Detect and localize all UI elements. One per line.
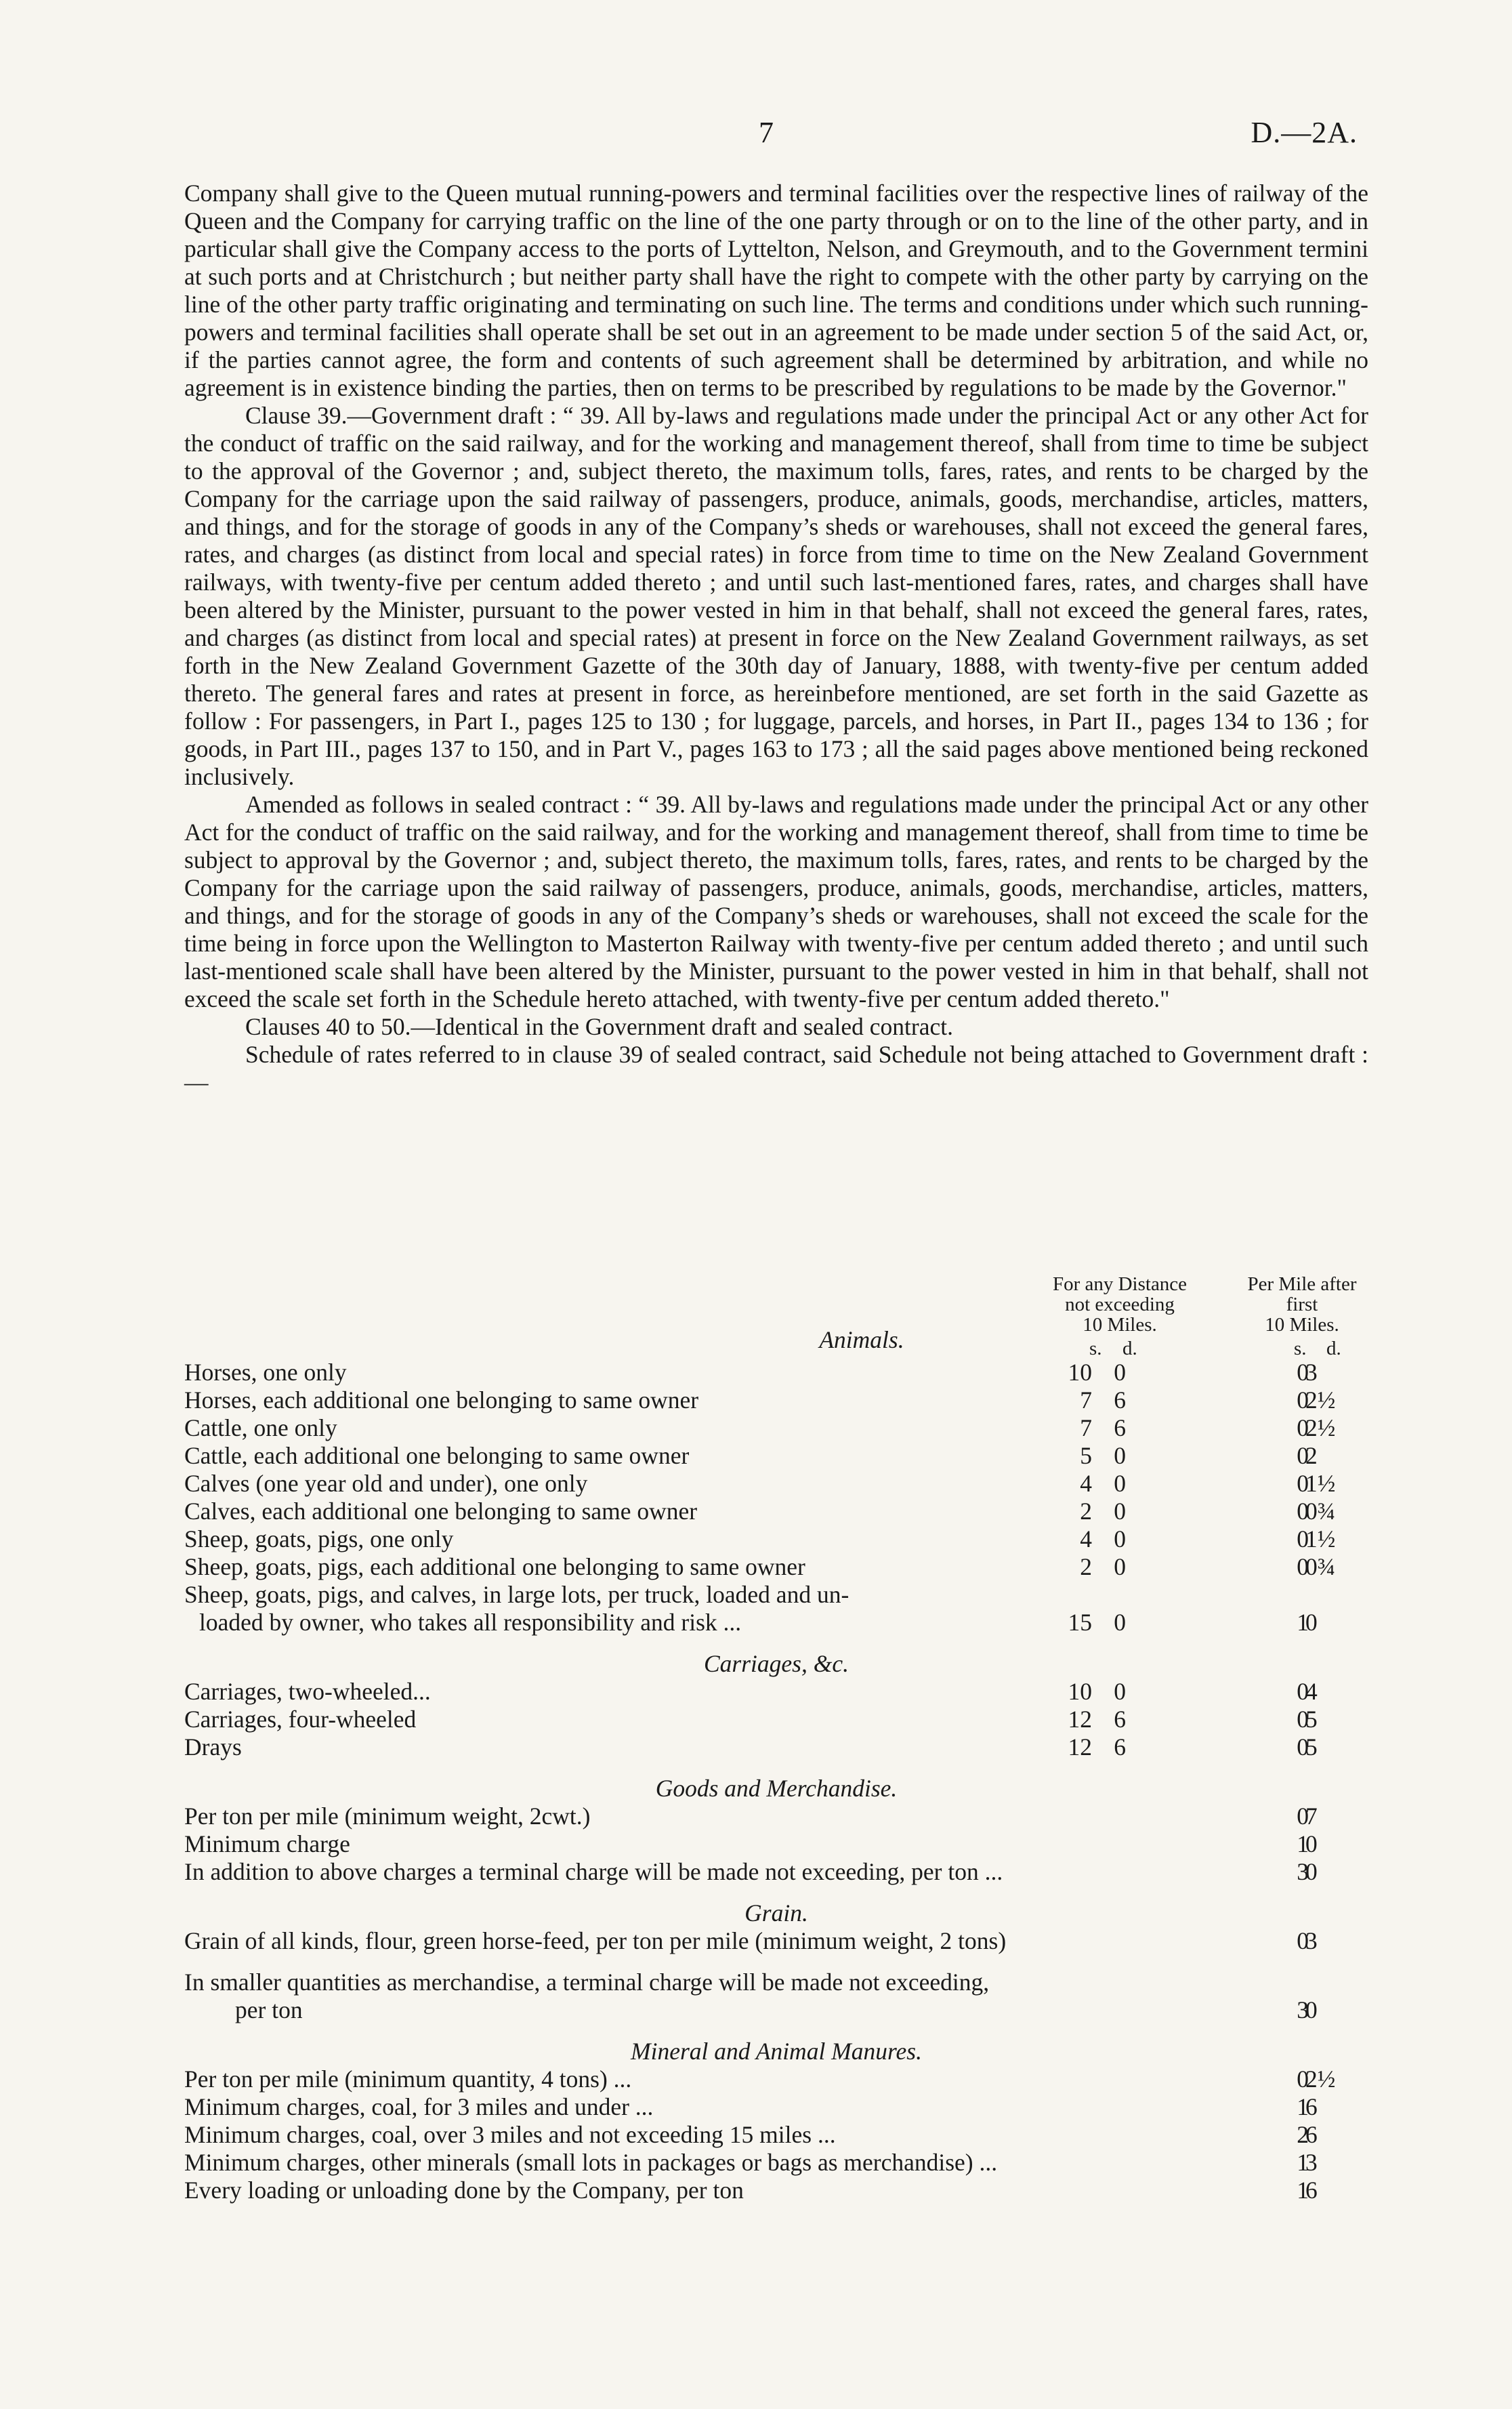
paragraph: Clause 39.—Government draft : “ 39. All by-laws and regulations made under the principal Act or any other Act for the conduct of traffic on the said railway, and for the working and management thereof, shall from time to time be subject to the approval of the Governor ; and, subject thereto, the maximum tolls, fares, rates, and rents to be charged by the Company for the carriage upon the said railway of passengers, produce, animals, goods, merchandise, articles, matters, and things, and for the storage of goods in any of the Company’s sheds or warehouses, shall not exceed the general fares, rates, and charges (as distinct from local and special rates) in force from time to time on the New Zealand Government railways, with twenty-five per centum added thereto ; and until such last-mentioned fares, rates, and charges shall have been altered by the Minister, pursuant to the power vested in him in that behalf, shall not exceed the general fares, rates, and charges (as distinct from local and special rates) at present in force on the New Zealand Government railways, as set forth in the New Zealand Government Gazette of the 30th day of January, 1888, with twenty-five per centum added thereto. The general fares and rates at present in force, as hereinbefore mentioned, are set forth in the said Gazette as follow : For passengers, in Part I., pages 125 to 130 ; for luggage, parcels, and horses, in Part II., pages 134 to 136 ; for goods, in Part III., pages 137 to 150, and in Part V., pages 163 to 173 ; all the said pages above mentioned being reckoned inclusively. — [184, 402, 1368, 790]
table-row: Grain of all kinds, flour, green horse-feed, per ton per mile (minimum weight, 2 tons) 0 3 — [184, 1927, 1318, 1954]
unit-shillings: s. — [1089, 1338, 1102, 1359]
table-row: In smaller quantities as merchandise, a terminal charge will be made not exceeding, — [184, 1969, 990, 1996]
table-row: In addition to above charges a terminal charge will be made not exceeding, per ton ... 3 0 — [184, 1858, 1318, 1885]
table-row: Minimum charges, coal, over 3 miles and not exceeding 15 miles ... 2 6 — [184, 2121, 1318, 2148]
unit-pence: d. — [1326, 1338, 1341, 1359]
paragraph: Schedule of rates referred to in clause 39 of sealed contract, said Schedule not being attached to Government draft :— — [184, 1041, 1368, 1096]
table-row: Sheep, goats, pigs, and calves, in large lots, per truck, loaded and un- — [184, 1581, 849, 1608]
table-row: Minimum charges, coal, for 3 miles and under ... 1 6 — [184, 2093, 1318, 2120]
column-header-distance: For any Distance not exceeding 10 Miles. — [1052, 1273, 1188, 1336]
table-row: Cattle, each additional one belonging to same owner 5 0 0 2 — [184, 1442, 1318, 1469]
table-row: Drays 12 6 0 5 — [184, 1733, 1318, 1761]
document-code: D.—2A. — [1251, 116, 1358, 149]
table-row: Carriages, two-wheeled... 10 0 0 4 — [184, 1678, 1318, 1705]
unit-shillings: s. — [1294, 1338, 1307, 1359]
table-row: Horses, each additional one belonging to same owner 7 6 0 2½ — [184, 1386, 1336, 1414]
paragraph: Company shall give to the Queen mutual running-powers and terminal facilities over the respective lines of railway of the Queen and the Company for carrying traffic on the line of the one party through or on to the line of the other party, and in particular shall give the Company access to the ports of Lyttelton, Nelson, and Greymouth, and to the Government termini at such ports and at Christchurch ; but neither party shall have the right to compete with the other party by carrying on the line of the other party traffic originating and terminating on such line. The terms and conditions under which such running-powers and terminal facilities shall operate shall be set out in an agreement to be made under section 5 of the said Act, or, if the parties cannot agree, the form and contents of such agreement shall be determined by arbitration, and while no agreement is in existence binding the parties, then on terms to be prescribed by regulations to be made by the Governor." — [184, 180, 1368, 401]
column-header-per-mile: Per Mile after first 10 Miles. — [1247, 1273, 1357, 1336]
table-row: Minimum charge 1 0 — [184, 1830, 1318, 1857]
table-row: Calves (one year old and under), one only 4 0 0 1½ — [184, 1470, 1336, 1497]
goods-rows — [184, 1803, 1368, 1886]
table-row: loaded by owner, who takes all responsibility and risk ... 15 0 1 0 — [199, 1609, 1318, 1636]
manures-rows — [184, 2065, 1368, 2204]
section-title-animals: Animals. — [819, 1326, 904, 1353]
page-header — [0, 115, 1512, 156]
unit-pence: d. — [1122, 1338, 1137, 1359]
table-row: per ton 3 0 — [235, 1996, 1318, 2023]
schedule-column-headers — [184, 1274, 1368, 1359]
body-text — [184, 180, 1368, 1096]
page-number: 7 — [759, 116, 774, 149]
paragraph: Amended as follows in sealed contract : “ 39. All by-laws and regulations made under the principal Act or any other Act for the conduct of traffic on the said railway, and for the working and management thereof, shall from time to time be subject to approval by the Governor ; and, subject thereto, the maximum tolls, fares, rates, and rents to be charged by the Company for the carriage upon the said railway of passengers, produce, animals, goods, merchandise, articles, matters, and things, and for the storage of goods in any of the Company’s sheds or warehouses, shall not exceed the scale for the time being in force upon the Wellington to Masterton Railway with twenty-five per centum added thereto ; and until such last-mentioned scale shall have been altered by the Minister, pursuant to the power vested in him in that behalf, shall not exceed the scale set forth in the Schedule hereto attached, with twenty-five per centum added thereto." — [184, 791, 1368, 1012]
section-title-manures: Mineral and Animal Manures. — [631, 2038, 922, 2065]
animals-rows — [184, 1359, 1368, 1636]
table-row: Horses, one only 10 0 0 3 — [184, 1359, 1318, 1386]
carriages-rows — [184, 1678, 1368, 1761]
table-row: Per ton per mile (minimum weight, 2cwt.) 0 7 — [184, 1803, 1318, 1830]
table-row: Carriages, four-wheeled 12 6 0 5 — [184, 1706, 1318, 1733]
table-row: Cattle, one only 7 6 0 2½ — [184, 1414, 1336, 1441]
table-row: Sheep, goats, pigs, each additional one belonging to same owner 2 0 0 0¾ — [184, 1553, 1336, 1580]
section-title-grain: Grain. — [744, 1899, 808, 1927]
table-row: Minimum charges, other minerals (small lots in packages or bags as merchandise) ... 1 3 — [184, 2149, 1318, 2176]
table-row: Per ton per mile (minimum quantity, 4 tons) ... 0 2½ — [184, 2065, 1336, 2093]
section-title-carriages: Carriages, &c. — [704, 1650, 849, 1677]
rates-schedule — [184, 1274, 1368, 2204]
table-row: Sheep, goats, pigs, one only 4 0 0 1½ — [184, 1525, 1336, 1552]
section-title-goods: Goods and Merchandise. — [655, 1775, 898, 1802]
table-row: Every loading or unloading done by the Company, per ton 1 6 — [184, 2177, 1318, 2204]
paragraph: Clauses 40 to 50.—Identical in the Government draft and sealed contract. — [245, 1013, 953, 1040]
grain-rows — [184, 1927, 1368, 2024]
table-row: Calves, each additional one belonging to same owner 2 0 0 0¾ — [184, 1498, 1336, 1525]
